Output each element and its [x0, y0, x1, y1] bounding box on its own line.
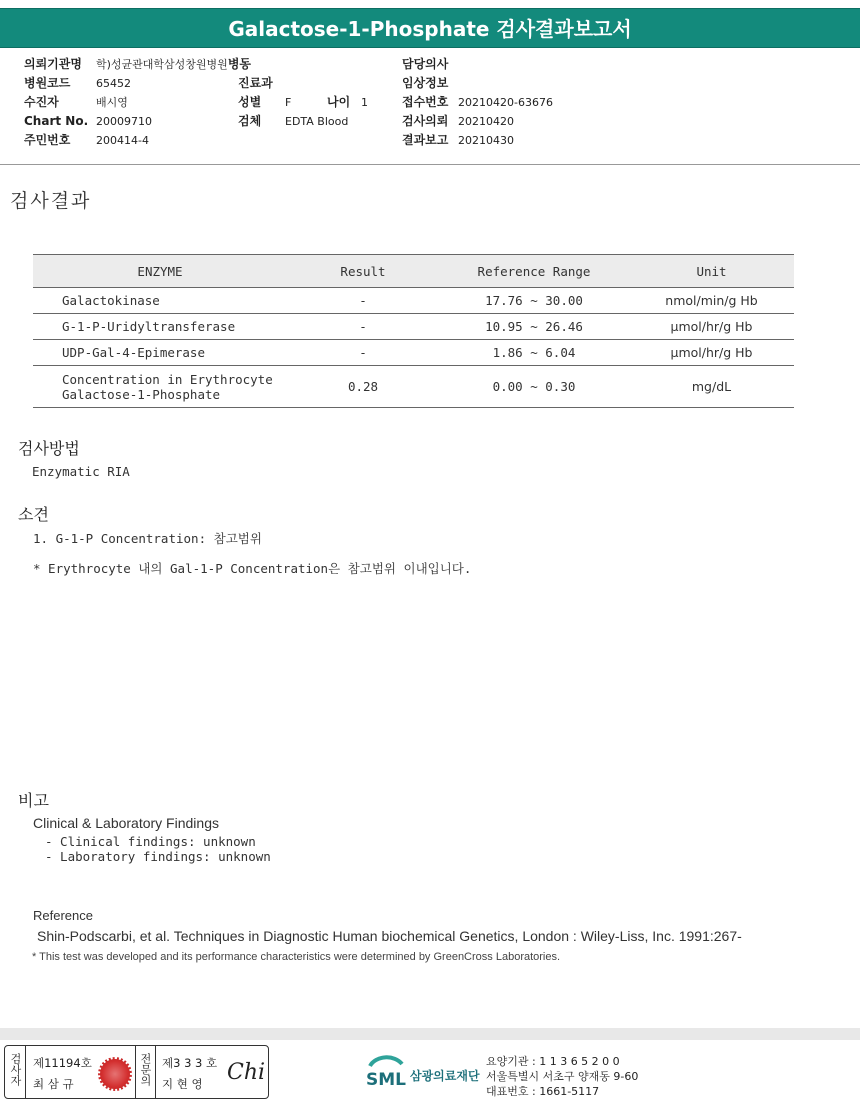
findings-heading: 소견: [18, 505, 49, 524]
hospital-code-value: 65452: [96, 77, 131, 90]
chart-value: 20009710: [96, 115, 152, 128]
report-date-value: 20210430: [458, 134, 514, 147]
enzyme-name-line2: Galactose-1-Phosphate: [62, 386, 221, 402]
specialist-label-text: 전문의: [139, 1053, 152, 1086]
findings-line-2: * Erythrocyte 내의 Gal-1-P Concentration은 참고범위 이내입니다.: [33, 561, 472, 576]
sex-value: F: [285, 96, 292, 109]
table-row: [33, 340, 794, 366]
chart-label: Chart No.: [24, 114, 89, 128]
phone: 대표번호 : 1661-5117: [486, 1085, 600, 1098]
specialist-number: 제3 3 3 호: [162, 1056, 218, 1070]
hospital-code-label: 병원코드: [24, 76, 71, 90]
institution-value: 학)성균관대학삼성창원병원: [96, 58, 228, 71]
col-unit: Unit: [629, 255, 794, 288]
accession-label: 접수번호: [402, 95, 449, 109]
reference-text: Shin-Podscarbi, et al. Techniques in Diagnostic Human biochemical Genetics, London : Wiley-Liss, Inc. 1991:267-: [37, 928, 742, 944]
specimen-value: EDTA Blood: [285, 115, 349, 128]
request-value: 20210420: [458, 115, 514, 128]
table-row: [33, 366, 794, 408]
institution-label: 의뢰기관명: [24, 57, 82, 71]
info-col-right: [402, 55, 553, 150]
unit: μmol/hr/g Hb: [629, 314, 794, 340]
age-value: 1: [361, 96, 368, 109]
col-result: Result: [287, 255, 439, 288]
enzyme-name: UDP-Gal-4-Epimerase: [33, 340, 287, 366]
findings-line-1: 1. G-1-P Concentration: 참고범위: [33, 531, 262, 546]
examiner-label: [8, 1053, 22, 1089]
accession-value: 20210420-63676: [458, 96, 553, 109]
table-row: [33, 314, 794, 340]
enzyme-name-line1: Concentration in Erythrocyte: [62, 371, 273, 387]
license-number: 요양기관 : 1 1 3 6 5 2 0 0: [486, 1055, 620, 1068]
ward-label: 병동: [227, 57, 251, 71]
results-heading: 검사결과: [10, 190, 92, 212]
specialist-name: 지 현 영: [162, 1077, 203, 1091]
info-col-middle: [238, 74, 368, 131]
enzyme-name: G-1-P-Uridyltransferase: [33, 314, 287, 340]
specialist-label: [138, 1053, 152, 1089]
reference-title: Reference: [33, 908, 93, 923]
reference-range: 17.76 ~ 30.00: [439, 288, 629, 314]
address: 서울특별시 서초구 양재동 9-60: [486, 1070, 639, 1083]
seal-stamp-icon: [98, 1057, 132, 1091]
reference-range: 0.00 ~ 0.30: [439, 366, 629, 408]
signature-handwriting: Chi: [227, 1060, 266, 1085]
disclaimer: * This test was developed and its performance characteristics were determined by GreenCross Laboratories.: [32, 951, 561, 963]
clinical-info-label: 임상정보: [402, 76, 449, 90]
result-value: 0.28: [287, 366, 439, 408]
dept-label: 진료과: [238, 76, 273, 90]
examiner-label-text: 검사자: [9, 1053, 22, 1086]
logo-text: SML: [366, 1070, 406, 1090]
patient-label: 수진자: [24, 95, 59, 109]
method-heading: 검사방법: [18, 439, 80, 458]
col-reference-range: Reference Range: [439, 255, 629, 288]
result-value: -: [287, 340, 439, 366]
table-header-row: [33, 255, 794, 288]
info-col-left: [24, 55, 251, 150]
results-table: [33, 254, 794, 408]
table-row: [33, 288, 794, 314]
examiner-number: 제11194호: [33, 1056, 92, 1070]
col-enzyme: ENZYME: [33, 255, 287, 288]
result-value: -: [287, 314, 439, 340]
signature-box: [4, 1045, 269, 1099]
divider: [135, 1046, 136, 1098]
unit: nmol/min/g Hb: [629, 288, 794, 314]
examiner-name: 최 삼 규: [33, 1077, 74, 1091]
unit: mg/dL: [629, 366, 794, 408]
report-title: Galactose-1-Phosphate 검사결과보고서: [0, 8, 860, 48]
sex-label: 성별: [238, 95, 262, 109]
header-divider: [0, 164, 860, 165]
sml-logo-icon: [364, 1052, 408, 1092]
laboratory-findings: - Laboratory findings: unknown: [45, 849, 271, 864]
clinical-findings: - Clinical findings: unknown: [45, 834, 256, 849]
enzyme-name: Galactokinase: [33, 288, 287, 314]
unit: μmol/hr/g Hb: [629, 340, 794, 366]
doctor-label: 담당의사: [402, 57, 449, 71]
id-label: 주민번호: [24, 133, 71, 147]
remarks-heading: 비고: [18, 791, 49, 810]
org-name: 삼광의료재단: [410, 1069, 480, 1083]
reference-range: 10.95 ~ 26.46: [439, 314, 629, 340]
divider: [155, 1046, 156, 1098]
reference-range: 1.86 ~ 6.04: [439, 340, 629, 366]
enzyme-name: [33, 366, 287, 408]
id-value: 200414-4: [96, 134, 149, 147]
report-date-label: 결과보고: [402, 133, 449, 147]
specimen-label: 검체: [238, 114, 262, 128]
age-label: 나이: [327, 95, 351, 109]
footer-band: [0, 1028, 860, 1040]
request-label: 검사의뢰: [402, 114, 449, 128]
clinical-lab-title: Clinical & Laboratory Findings: [33, 815, 219, 831]
result-value: -: [287, 288, 439, 314]
patient-value: 배시영: [96, 96, 128, 109]
method-text: Enzymatic RIA: [32, 464, 130, 479]
divider: [25, 1046, 26, 1098]
